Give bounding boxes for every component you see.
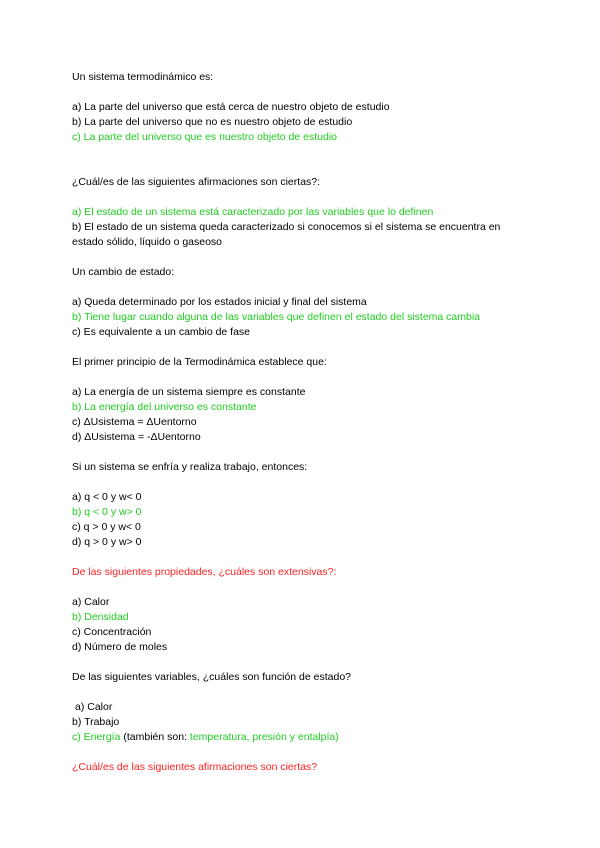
q7-option-c: [72, 730, 532, 745]
q3-option-b-correct: b) Tiene lugar cuando alguna de las variables que definen el estado del sistema cambia: [72, 311, 481, 323]
q6-option-c: c) Concentración: [72, 626, 152, 638]
question-6: De las siguientes propiedades, ¿cuáles son extensivas?:: [72, 566, 337, 578]
question-4: El primer principio de la Termodinámica establece que:: [72, 356, 327, 368]
q5-option-d: d) q > 0 y w> 0: [72, 536, 142, 548]
q7-note-items: temperatura, presión y entalpía): [189, 731, 339, 743]
document-page: [72, 70, 532, 775]
q4-option-c: c) ΔUsistema = ΔUentorno: [72, 416, 197, 428]
q1-option-b: b) La parte del universo que no es nuestro objeto de estudio: [72, 116, 353, 128]
q6-option-b-correct: b) Densidad: [72, 611, 129, 623]
question-3: Un cambio de estado:: [72, 266, 175, 278]
q5-option-c: c) q > 0 y w< 0: [72, 521, 141, 533]
q1-option-a: a) La parte del universo que está cerca de nuestro objeto de estudio: [72, 101, 390, 113]
question-8: ¿Cuál/es de las siguientes afirmaciones son ciertas?: [72, 761, 318, 773]
q5-option-b-correct: b) q < 0 y w> 0: [72, 506, 142, 518]
question-1: Un sistema termodinámico es:: [72, 71, 214, 83]
q2-option-a-correct: a) El estado de un sistema está caracterizado por las variables que lo definen: [72, 206, 434, 218]
q4-option-b-correct: b) La energía del universo es constante: [72, 401, 257, 413]
q4-option-a: a) La energía de un sistema siempre es constante: [72, 386, 306, 398]
q7-option-b: b) Trabajo: [72, 716, 120, 728]
q7-option-a: a) Calor: [75, 701, 113, 713]
question-5: Si un sistema se enfría y realiza trabajo, entonces:: [72, 461, 308, 473]
q2-option-b: b) El estado de un sistema queda caracterizado si conocemos si el sistema se encuentra en estado sólido, líquido o gaseoso: [72, 221, 501, 248]
q7-note-open: (también son:: [123, 731, 190, 743]
q6-option-a: a) Calor: [72, 596, 110, 608]
q3-option-a: a) Queda determinado por los estados inicial y final del sistema: [72, 296, 367, 308]
q1-option-c-correct: c) La parte del universo que es nuestro objeto de estudio: [72, 131, 338, 143]
question-7: De las siguientes variables, ¿cuáles son función de estado?: [72, 671, 351, 683]
q5-option-a: a) q < 0 y w< 0: [72, 491, 142, 503]
q7-option-c-correct: c) Energía: [72, 731, 121, 743]
q4-option-d: d) ΔUsistema = -ΔUentorno: [72, 431, 201, 443]
q3-option-c: c) Es equivalente a un cambio de fase: [72, 326, 251, 338]
q6-option-d: d) Número de moles: [72, 641, 168, 653]
question-2: ¿Cuál/es de las siguientes afirmaciones son ciertas?:: [72, 176, 321, 188]
